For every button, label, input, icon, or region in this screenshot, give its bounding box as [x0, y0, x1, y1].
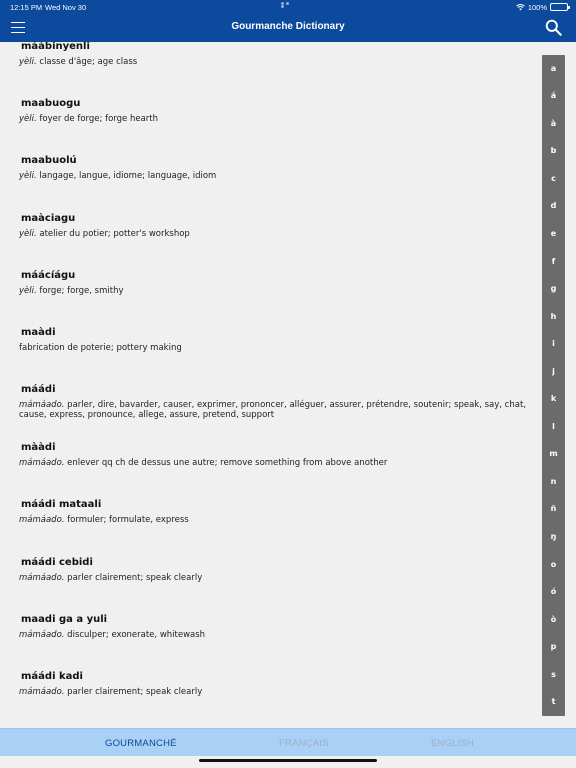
dictionary-list[interactable]	[0, 42, 542, 728]
entry-headword: máádi	[21, 384, 56, 395]
entry-headword: maadi ga a yuli	[21, 614, 108, 625]
entry-headword: maabuolú	[21, 155, 77, 166]
entry-definition	[19, 458, 537, 468]
list-item[interactable]	[19, 213, 537, 239]
status-right	[516, 2, 568, 12]
alphabet-letter[interactable]: c	[551, 173, 556, 183]
alphabet-letter[interactable]: ñ	[550, 504, 557, 514]
alphabet-letter[interactable]: b	[550, 146, 557, 156]
battery-icon	[550, 3, 568, 11]
status-bar	[0, 0, 576, 14]
entry-part-of-speech: mámáado.	[19, 400, 65, 410]
alphabet-letter[interactable]: á	[550, 91, 557, 101]
list-item[interactable]	[19, 384, 537, 420]
entry-part-of-speech: yèli.	[19, 57, 37, 67]
alphabet-letter[interactable]: t	[551, 697, 556, 707]
alphabet-letter[interactable]: h	[550, 311, 557, 321]
entry-definition-text: formuler; formulate, express	[64, 515, 189, 525]
list-item[interactable]	[19, 557, 537, 583]
entry-part-of-speech: mámáado.	[19, 687, 65, 697]
entry-definition-text: atelier du potier; potter's workshop	[36, 229, 190, 239]
alphabet-letter[interactable]: à	[550, 118, 557, 128]
entry-definition	[19, 229, 537, 239]
entry-definition-text: enlever qq ch de dessus une autre; remove something from above another	[64, 458, 388, 468]
list-item[interactable]	[19, 155, 537, 181]
entry-definition	[19, 630, 537, 640]
alphabet-letter[interactable]: n	[550, 476, 557, 486]
alphabet-index[interactable]	[542, 55, 565, 716]
home-indicator[interactable]	[199, 759, 377, 762]
entry-definition-text: disculper; exonerate, whitewash	[64, 630, 206, 640]
entry-part-of-speech: mámáado.	[19, 630, 65, 640]
entry-definition	[19, 286, 537, 296]
alphabet-letter[interactable]: s	[551, 669, 556, 679]
alphabet-letter[interactable]: d	[550, 201, 557, 211]
list-item[interactable]	[19, 614, 537, 640]
entry-definition	[19, 573, 537, 583]
battery-percent: 100%	[527, 2, 547, 12]
alphabet-letter[interactable]: k	[550, 394, 557, 404]
list-item[interactable]	[19, 270, 537, 296]
multitasking-dots-icon[interactable]	[281, 2, 295, 6]
entry-headword: maàciagu	[21, 213, 76, 224]
home-bar	[0, 756, 576, 768]
navigation-bar	[0, 14, 576, 42]
list-item[interactable]	[19, 442, 537, 468]
alphabet-letter[interactable]: e	[550, 229, 557, 239]
entry-part-of-speech: mámáado.	[19, 573, 65, 583]
status-date: Wed Nov 30	[45, 3, 87, 12]
entry-part-of-speech: yèli.	[19, 286, 37, 296]
alphabet-letter[interactable]: i	[552, 339, 555, 349]
entry-definition	[19, 343, 537, 353]
entry-definition	[19, 400, 537, 420]
entry-part-of-speech: yèli.	[19, 171, 37, 181]
entry-definition-text: fabrication de poterie; pottery making	[19, 343, 182, 353]
entry-definition-text: langage, langue, idiome; language, idiom	[36, 171, 217, 181]
status-time: 12:15 PM	[10, 3, 43, 12]
wifi-icon	[516, 3, 525, 11]
alphabet-letter[interactable]: p	[550, 642, 557, 652]
entry-headword: mààbinyenli	[21, 42, 90, 52]
search-icon[interactable]	[545, 19, 562, 36]
entry-definition	[19, 687, 537, 697]
entry-definition	[19, 57, 537, 67]
entry-headword: máádi cebidi	[21, 557, 93, 568]
entry-definition	[19, 171, 537, 181]
entry-part-of-speech: mámáado.	[19, 458, 65, 468]
tab-francais[interactable]: FRANÇAIS	[279, 738, 329, 749]
language-tab-bar	[0, 728, 576, 756]
entry-headword: mààdi	[21, 442, 56, 453]
alphabet-letter[interactable]: f	[551, 256, 556, 266]
alphabet-letter[interactable]: l	[552, 421, 555, 431]
list-item[interactable]	[19, 42, 537, 67]
entry-headword: máádi mataali	[21, 499, 102, 510]
entry-headword: maabuogu	[21, 98, 81, 109]
entry-part-of-speech: mámáado.	[19, 515, 65, 525]
alphabet-letter[interactable]: g	[550, 284, 557, 294]
entry-definition-text: foyer de forge; forge hearth	[36, 114, 158, 124]
alphabet-letter[interactable]: a	[550, 63, 557, 73]
entry-definition-text: parler, dire, bavarder, causer, exprimer, prononcer, alléguer, assurer, prétendre, soutenir; speak, say, chat, cause, express, pronounce, allege, assure, pretend, support	[19, 400, 526, 420]
entry-definition	[19, 515, 537, 525]
alphabet-letter[interactable]: ò	[550, 614, 557, 624]
alphabet-letter[interactable]: m	[549, 449, 558, 459]
alphabet-letter[interactable]: o	[550, 559, 557, 569]
list-item[interactable]	[19, 327, 537, 353]
entry-definition-text: classe d'âge; age class	[36, 57, 138, 67]
entry-headword: máácíágu	[21, 270, 76, 281]
entry-definition-text: forge; forge, smithy	[36, 286, 124, 296]
tab-gourmanche[interactable]: GOURMANCHÉ	[105, 738, 177, 749]
entry-definition	[19, 114, 537, 124]
entry-headword: máádi kadi	[21, 671, 83, 682]
alphabet-letter[interactable]: ó	[550, 587, 557, 597]
entry-part-of-speech: yèli.	[19, 114, 37, 124]
entry-headword: maàdi	[21, 327, 56, 338]
alphabet-letter[interactable]: j	[552, 366, 555, 376]
tab-english[interactable]: ENGLISH	[431, 738, 475, 749]
entry-definition-text: parler clairement; speak clearly	[64, 687, 203, 697]
list-item[interactable]	[19, 98, 537, 124]
entry-definition-text: parler clairement; speak clearly	[64, 573, 203, 583]
alphabet-letter[interactable]: ŋ	[550, 531, 557, 541]
list-item[interactable]	[19, 499, 537, 525]
list-item[interactable]	[19, 671, 537, 697]
page-title: Gourmanche Dictionary	[231, 21, 345, 32]
entry-part-of-speech: yèli.	[19, 229, 37, 239]
